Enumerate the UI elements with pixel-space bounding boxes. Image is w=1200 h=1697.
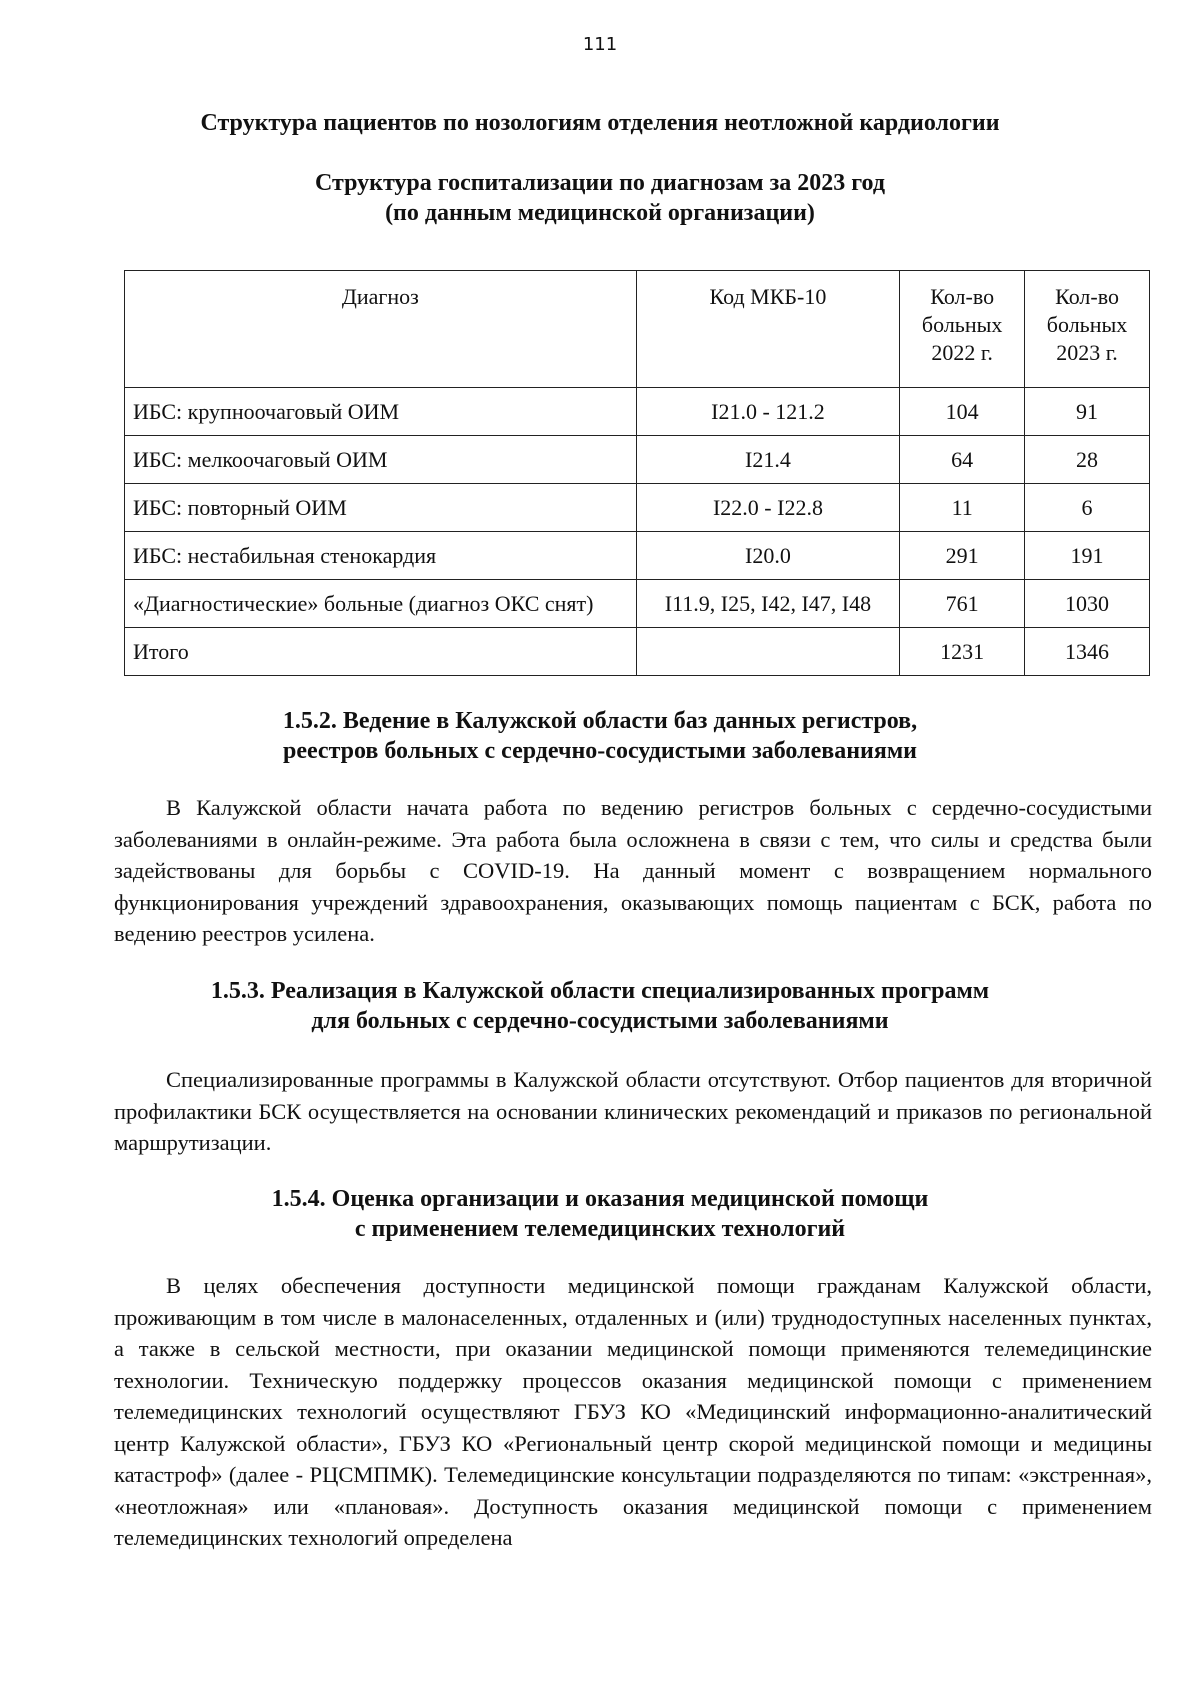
cell-diagnosis: ИБС: нестабильная стенокардия — [125, 532, 637, 580]
cell-count-2023: 6 — [1025, 484, 1150, 532]
cell-code: I21.4 — [636, 436, 900, 484]
table-header-row — [125, 271, 1150, 388]
cell-diagnosis: Итого — [125, 628, 637, 676]
cell-count-2023: 91 — [1025, 388, 1150, 436]
section-title-line2: реестров больных с сердечно-сосудистыми заболеваниями — [282, 738, 918, 764]
section-title-line1: 1.5.4. Оценка организации и оказания медицинской помощи — [271, 1186, 929, 1212]
cell-code: I22.0 - I22.8 — [636, 484, 900, 532]
main-title — [0, 108, 1200, 138]
table-row — [125, 532, 1150, 580]
cell-count-2023: 28 — [1025, 436, 1150, 484]
cell-count-2022: 64 — [900, 436, 1025, 484]
header-code: Код МКБ-10 — [636, 271, 900, 388]
header-diagnosis: Диагноз — [125, 271, 637, 388]
section-1-5-3-title — [0, 976, 1200, 1036]
cell-count-2022: 1231 — [900, 628, 1025, 676]
cell-diagnosis: ИБС: крупноочаговый ОИМ — [125, 388, 637, 436]
table-title-line2: (по данным медицинской организации) — [385, 200, 815, 226]
cell-count-2023: 1030 — [1025, 580, 1150, 628]
section-1-5-2-title — [0, 706, 1200, 766]
cell-diagnosis: ИБС: повторный ОИМ — [125, 484, 637, 532]
cell-code: I21.0 - 121.2 — [636, 388, 900, 436]
section-title-line1: 1.5.2. Ведение в Калужской области баз данных регистров, — [282, 708, 918, 734]
table-title-line1: Структура госпитализации по диагнозам за 2023 год — [314, 170, 885, 196]
section-title-line1: 1.5.3. Реализация в Калужской области специализированных программ — [210, 978, 990, 1004]
section-title-line2: для больных с сердечно-сосудистыми заболеваниями — [311, 1008, 889, 1034]
section-1-5-4-title — [0, 1184, 1200, 1244]
table-title — [0, 168, 1200, 228]
main-title-text: Структура пациентов по нозологиям отделения неотложной кардиологии — [200, 110, 1000, 136]
table-row — [125, 436, 1150, 484]
cell-diagnosis: «Диагностические» больные (диагноз ОКС снят) — [125, 580, 637, 628]
cell-count-2023: 191 — [1025, 532, 1150, 580]
cell-diagnosis: ИБС: мелкоочаговый ОИМ — [125, 436, 637, 484]
diagnosis-table — [124, 270, 1150, 676]
section-1-5-2-text: В Калужской области начата работа по ведению регистров больных с сердечно-сосудистыми заболеваниями в онлайн-режиме. Эта работа была осложнена в связи с тем, что силы и средства были задействованы для борьбы с COVID-19. На данный момент с возвращением нормального функционирования учреждений здравоохранения, оказывающих помощь пациентам с БСК, работа по ведению реестров усилена. — [114, 795, 1152, 946]
cell-code: I11.9, I25, I42, I47, I48 — [636, 580, 900, 628]
cell-count-2022: 11 — [900, 484, 1025, 532]
header-count-2022: Кол-во больных 2022 г. — [900, 271, 1025, 388]
table-row — [125, 580, 1150, 628]
table-row — [125, 388, 1150, 436]
section-title-line2: с применением телемедицинских технологий — [354, 1216, 846, 1242]
table-row — [125, 484, 1150, 532]
cell-count-2023: 1346 — [1025, 628, 1150, 676]
cell-count-2022: 291 — [900, 532, 1025, 580]
page-number: 111 — [582, 34, 618, 55]
header-count-2023: Кол-во больных 2023 г. — [1025, 271, 1150, 388]
cell-count-2022: 104 — [900, 388, 1025, 436]
cell-count-2022: 761 — [900, 580, 1025, 628]
table-total-row — [125, 628, 1150, 676]
section-1-5-3-text: Специализированные программы в Калужской области отсутствуют. Отбор пациентов для вторичной профилактики БСК осуществляется на основании клинических рекомендаций и приказов по региональной маршрутизации. — [114, 1067, 1152, 1155]
cell-code: I20.0 — [636, 532, 900, 580]
cell-code — [636, 628, 900, 676]
section-1-5-4-text: В целях обеспечения доступности медицинской помощи гражданам Калужской области, проживающим в том числе в малонаселенных, отдаленных и (или) труднодоступных населенных пунктах, а также в сельской местности, при оказании медицинской помощи применяются телемедицинские технологии. Техническую поддержку процессов оказания медицинской помощи с применением телемедицинских технологий осуществляют ГБУЗ КО «Медицинский информационно-аналитический центр Калужской области», ГБУЗ КО «Региональный центр скорой медицинской помощи и медицины катастроф» (далее - РЦСМПМК). Телемедицинские консультации подразделяются по типам: «экстренная», «неотложная» или «плановая». Доступность оказания медицинской помощи с применением телемедицинских технологий определена — [114, 1273, 1152, 1550]
